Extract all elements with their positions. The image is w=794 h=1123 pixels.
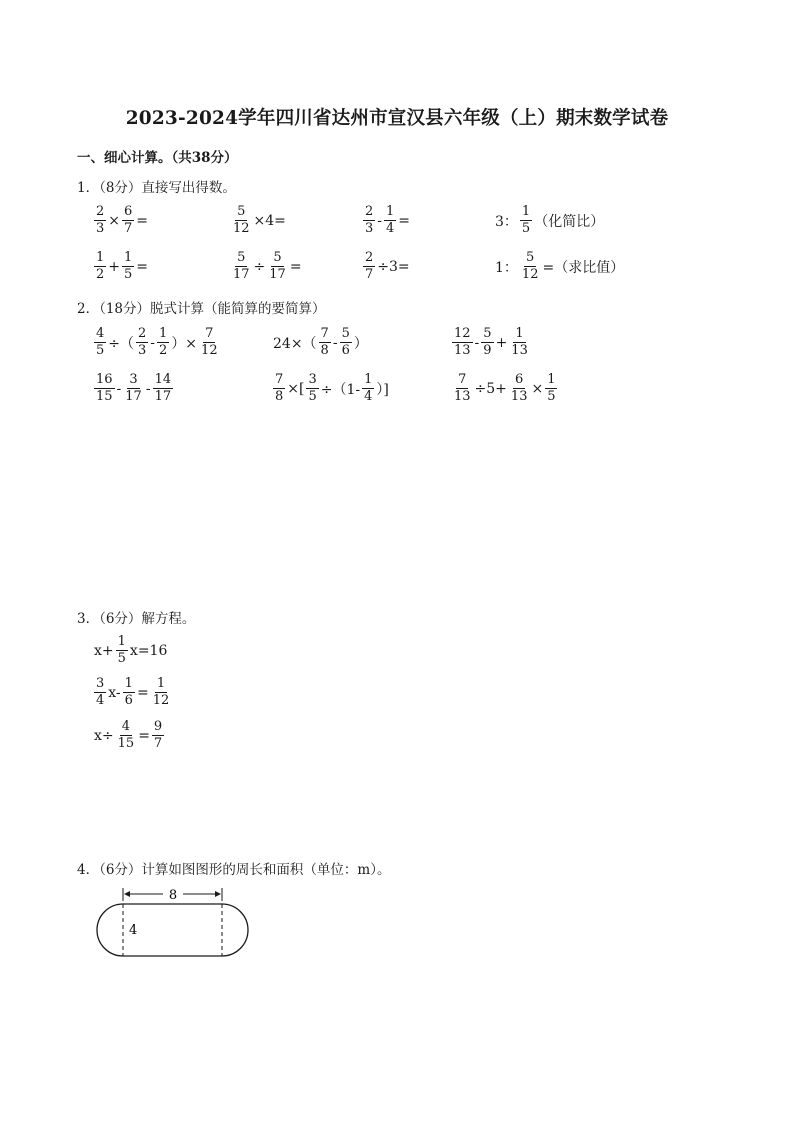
numerator: 3 — [129, 372, 138, 387]
numerator: 5 — [273, 250, 282, 265]
denominator: 7 — [124, 221, 133, 236]
numerator: 6 — [515, 372, 524, 387]
fraction — [273, 372, 285, 405]
math-token: ÷（ — [108, 335, 135, 352]
q2-label: 2．（18分）脱式计算（能简算的要简算） — [77, 301, 326, 317]
fraction — [152, 719, 164, 752]
numerator: 9 — [153, 719, 163, 734]
math-token: ÷5+ — [474, 380, 507, 397]
denominator: 12 — [152, 693, 170, 708]
fraction — [123, 372, 144, 405]
fraction — [94, 676, 106, 709]
denominator: 17 — [125, 389, 142, 404]
numerator: 3 — [308, 372, 317, 387]
denominator: 7 — [365, 267, 374, 282]
denominator: 15 — [96, 389, 113, 404]
numerator: 14 — [154, 372, 172, 387]
numerator: 7 — [458, 372, 467, 387]
numerator: 3 — [96, 676, 105, 691]
numerator: 5 — [526, 250, 535, 265]
fraction — [509, 326, 530, 359]
denominator: 13 — [454, 389, 471, 404]
math-token: - — [377, 212, 383, 229]
denominator: 2 — [96, 267, 105, 282]
fraction — [340, 326, 352, 359]
exam-title: 2023-2024学年四川省达州市宣汉县六年级（上）期末数学试卷 — [125, 108, 669, 129]
fraction — [306, 372, 318, 405]
math-token: - — [116, 380, 122, 397]
fraction — [520, 204, 532, 237]
q2-expr — [451, 326, 531, 359]
denominator: 4 — [386, 221, 395, 236]
fraction — [267, 250, 288, 283]
math-token: = — [138, 727, 150, 744]
math-token: ）× — [171, 335, 198, 352]
denominator: 17 — [233, 267, 250, 282]
q1-label: 1．（8分）直接写出得数。 — [77, 180, 236, 196]
q1-expr — [362, 204, 411, 237]
numerator: 4 — [96, 326, 105, 341]
fraction — [452, 326, 473, 359]
fraction — [481, 326, 493, 359]
math-token: x÷ — [94, 727, 114, 744]
denominator: 15 — [117, 736, 135, 751]
numerator: 5 — [237, 204, 246, 219]
q1-expr — [93, 250, 149, 283]
fraction — [362, 372, 374, 405]
math-token: = — [136, 258, 149, 275]
length-label: 8 — [168, 888, 178, 903]
q1-expr — [494, 250, 625, 283]
numerator: 1 — [117, 634, 126, 649]
q3-label: 3．（6分）解方程。 — [77, 611, 196, 627]
numerator: 2 — [138, 326, 147, 341]
numerator: 5 — [237, 250, 246, 265]
numerator: 5 — [483, 326, 492, 341]
math-token: x- — [108, 684, 121, 701]
math-token: + — [108, 258, 121, 275]
fraction — [136, 326, 148, 359]
math-token: = — [289, 258, 302, 275]
math-token: =（求比值） — [542, 259, 625, 276]
fraction — [452, 372, 473, 405]
math-token: 24×（ — [273, 335, 317, 352]
q2-expr — [272, 372, 390, 405]
denominator: 3 — [138, 343, 147, 358]
math-token: ×[ — [287, 380, 305, 397]
numerator: 1 — [515, 326, 524, 341]
q2-expr — [93, 372, 174, 405]
q2-expr — [451, 372, 558, 405]
denominator: 9 — [483, 343, 492, 358]
denominator: 6 — [341, 343, 350, 358]
numerator: 1 — [364, 372, 373, 387]
q3-equation — [93, 634, 168, 667]
fraction — [520, 250, 541, 283]
denominator: 12 — [233, 221, 250, 236]
numerator: 1 — [386, 204, 395, 219]
denominator: 12 — [201, 343, 218, 358]
fraction — [545, 372, 557, 405]
fraction — [122, 250, 134, 283]
math-token: ÷（1- — [320, 381, 361, 398]
denominator: 3 — [365, 221, 374, 236]
denominator: 2 — [159, 343, 168, 358]
fraction — [384, 204, 396, 237]
numerator: 1 — [547, 372, 556, 387]
fraction — [116, 719, 137, 752]
math-token: ）] — [376, 381, 389, 398]
q1-expr — [93, 204, 149, 237]
math-token: = — [136, 212, 149, 229]
numerator: 1 — [159, 326, 168, 341]
numerator: 5 — [341, 326, 350, 341]
denominator: 17 — [154, 389, 172, 404]
numerator: 6 — [124, 204, 133, 219]
math-token: + — [495, 334, 508, 351]
math-token: 3： — [495, 213, 518, 230]
math-token: ÷3= — [377, 258, 410, 275]
denominator: 5 — [117, 651, 126, 666]
fraction — [122, 204, 134, 237]
numerator: 7 — [205, 326, 214, 341]
section-1-heading: 一、细心计算。（共38分） — [77, 150, 238, 166]
numerator: 1 — [124, 676, 133, 691]
numerator: 2 — [365, 250, 374, 265]
q2-expr — [272, 326, 369, 359]
denominator: 13 — [454, 343, 471, 358]
fraction — [231, 204, 252, 237]
denominator: 5 — [547, 389, 556, 404]
numerator: 7 — [275, 372, 284, 387]
width-label: 4 — [129, 923, 138, 938]
fraction — [363, 204, 375, 237]
math-token: 1： — [495, 259, 518, 276]
fraction — [94, 372, 115, 405]
numerator: 12 — [454, 326, 471, 341]
fraction — [153, 372, 174, 405]
fraction — [319, 326, 331, 359]
q1-expr — [230, 204, 287, 237]
denominator: 5 — [308, 389, 317, 404]
numerator: 2 — [365, 204, 374, 219]
math-token: = — [136, 684, 149, 701]
fraction — [94, 204, 106, 237]
denominator: 13 — [510, 389, 528, 404]
fraction — [151, 676, 172, 709]
fraction — [509, 372, 530, 405]
math-token: × — [531, 380, 544, 397]
denominator: 12 — [521, 267, 539, 282]
denominator: 5 — [96, 343, 105, 358]
fraction — [199, 326, 220, 359]
stadium-shape-figure — [95, 883, 255, 963]
numerator: 1 — [124, 250, 133, 265]
denominator: 17 — [269, 267, 286, 282]
math-token: = — [398, 212, 411, 229]
fraction — [363, 250, 375, 283]
q1-expr — [494, 204, 605, 237]
q3-equation — [93, 719, 165, 752]
denominator: 4 — [364, 389, 373, 404]
q4-label: 4．（6分）计算如图图形的周长和面积（单位：m）。 — [77, 862, 391, 878]
denominator: 13 — [511, 343, 528, 358]
denominator: 5 — [124, 267, 133, 282]
math-token: × — [108, 212, 121, 229]
fraction — [94, 250, 106, 283]
fraction — [231, 250, 252, 283]
q1-expr — [362, 250, 411, 283]
q1-expr — [230, 250, 303, 283]
math-token: - — [145, 380, 151, 397]
denominator: 8 — [320, 343, 329, 358]
numerator: 1 — [156, 676, 166, 691]
numerator: 4 — [121, 719, 131, 734]
numerator: 1 — [96, 250, 105, 265]
numerator: 2 — [96, 204, 105, 219]
denominator: 7 — [153, 736, 163, 751]
fraction — [94, 326, 106, 359]
math-token: x+ — [94, 642, 114, 659]
fraction — [116, 634, 128, 667]
q3-equation — [93, 676, 172, 709]
math-token: ÷ — [253, 258, 266, 275]
fraction — [123, 676, 135, 709]
denominator: 4 — [96, 693, 105, 708]
math-token: （化简比） — [534, 213, 605, 230]
math-token: ） — [353, 335, 368, 352]
denominator: 6 — [124, 693, 133, 708]
fraction — [157, 326, 169, 359]
denominator: 5 — [521, 221, 531, 236]
numerator: 7 — [320, 326, 329, 341]
math-token: ×4= — [253, 212, 286, 229]
math-token: - — [150, 334, 156, 351]
denominator: 3 — [96, 221, 105, 236]
numerator: 16 — [96, 372, 113, 387]
math-token: - — [474, 334, 480, 351]
math-token: - — [332, 334, 338, 351]
numerator: 1 — [521, 204, 531, 219]
denominator: 8 — [275, 389, 284, 404]
math-token: x=16 — [129, 642, 168, 659]
q2-expr — [93, 326, 221, 359]
